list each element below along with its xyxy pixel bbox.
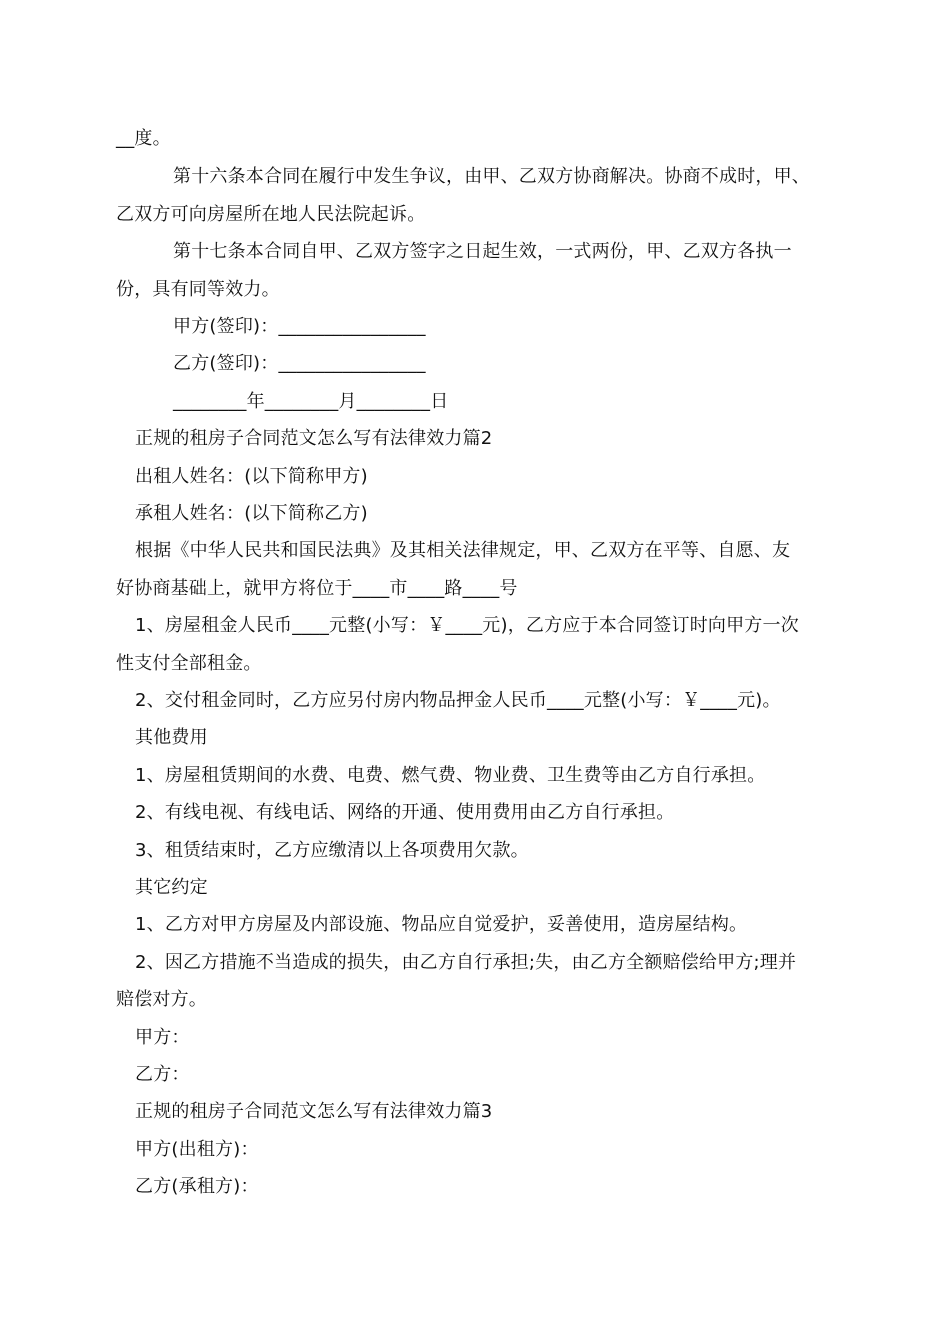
text-line-4: 第十七条本合同自甲、乙双方签字之日起生效，一式两份，甲、乙双方各执一: [173, 241, 792, 262]
signature-line-party-b: 乙方(签印)：________________: [173, 353, 426, 374]
subheading-other-fees: 其他费用: [135, 727, 208, 748]
section-heading-2: 正规的租房子合同范文怎么写有法律效力篇2: [135, 428, 493, 449]
text-line-10: 出租人姓名：(以下简称甲方): [135, 466, 368, 487]
text-line-22: 1、乙方对甲方房屋及内部设施、物品应自觉爱护，妥善使用，造房屋结构。: [135, 914, 748, 935]
text-line-3: 乙双方可向房屋所在地人民法院起诉。: [116, 204, 426, 225]
text-line-14: 1、房屋租金人民币____元整(小写：￥____元)，乙方应于本合同签订时向甲方一次: [135, 615, 799, 636]
party-a-lessor-label: 甲方(出租方)：: [135, 1139, 259, 1160]
section-heading-3: 正规的租房子合同范文怎么写有法律效力篇3: [135, 1101, 493, 1122]
text-line-19: 2、有线电视、有线电话、网络的开通、使用费用由乙方自行承担。: [135, 802, 675, 823]
party-b-label: 乙方：: [135, 1064, 190, 1085]
text-line-1: __度。: [116, 128, 171, 149]
date-line: ________年________月________日: [173, 391, 449, 412]
party-a-label: 甲方：: [135, 1027, 190, 1048]
text-line-12: 根据《中华人民共和国民法典》及其相关法律规定，甲、乙双方在平等、自愿、友: [135, 540, 791, 561]
text-line-5: 份，具有同等效力。: [116, 279, 280, 300]
signature-line-party-a: 甲方(签印)：________________: [173, 316, 426, 337]
text-line-24: 赔偿对方。: [116, 989, 207, 1010]
text-line-23: 2、因乙方措施不当造成的损失，由乙方自行承担;失，由乙方全额赔偿给甲方;理并: [135, 952, 797, 973]
text-line-20: 3、租赁结束时，乙方应缴清以上各项费用欠款。: [135, 840, 529, 861]
text-line-2: 第十六条本合同在履行中发生争议，由甲、乙双方协商解决。协商不成时，甲、: [173, 166, 810, 187]
subheading-other-terms: 其它约定: [135, 877, 208, 898]
text-line-13: 好协商基础上，就甲方将位于____市____路____号: [116, 578, 518, 599]
party-b-lessee-label: 乙方(承租方)：: [135, 1176, 259, 1197]
text-line-18: 1、房屋租赁期间的水费、电费、燃气费、物业费、卫生费等由乙方自行承担。: [135, 765, 766, 786]
text-line-15: 性支付全部租金。: [116, 653, 262, 674]
text-line-16: 2、交付租金同时，乙方应另付房内物品押金人民币____元整(小写：￥____元)。: [135, 690, 781, 711]
text-line-11: 承租人姓名：(以下简称乙方): [135, 503, 368, 524]
